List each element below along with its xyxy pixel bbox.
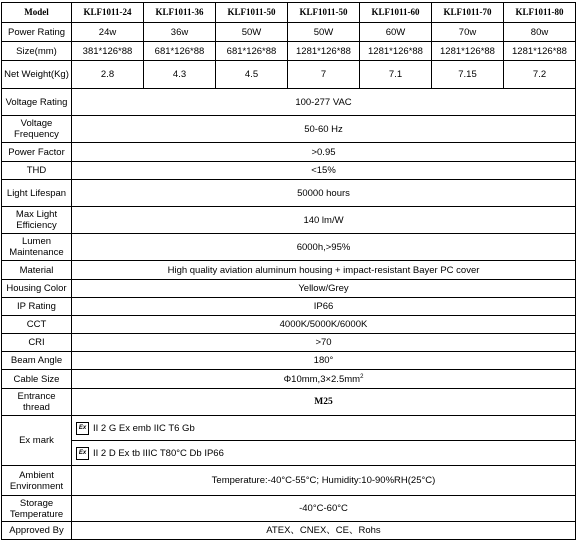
cell-value: 7	[288, 61, 360, 89]
row-label: Material	[2, 261, 72, 280]
model-name: KLF1011-60	[360, 3, 432, 23]
cell-value: 36w	[144, 23, 216, 42]
voltage-rating-row	[2, 89, 576, 116]
cable-size-row	[2, 370, 576, 389]
voltage-frequency-row	[2, 116, 576, 143]
ambient-environment-row	[2, 466, 576, 496]
row-label: CRI	[2, 334, 72, 352]
cell-value: 50W	[216, 23, 288, 42]
row-label: Power Factor	[2, 143, 72, 162]
cell-value: 180°	[72, 352, 576, 370]
model-name: KLF1011-50	[288, 3, 360, 23]
cri-row	[2, 334, 576, 352]
model-name: KLF1011-50	[216, 3, 288, 23]
cell-value	[72, 370, 576, 389]
housing-color-row	[2, 280, 576, 298]
ex-mark-line	[72, 440, 575, 465]
ex-mark-text: II 2 D Ex tb IIIC T80°C Db IP66	[93, 447, 224, 459]
cell-value: 80w	[504, 23, 576, 42]
row-label: Housing Color	[2, 280, 72, 298]
cell-value: 50-60 Hz	[72, 116, 576, 143]
ip-rating-row	[2, 298, 576, 316]
cell-value: 24w	[72, 23, 144, 42]
row-label: Storage Temperature	[2, 496, 72, 522]
row-label: Lumen Maintenance	[2, 234, 72, 261]
cell-value: 50000 hours	[72, 180, 576, 207]
light-lifespan-row	[2, 180, 576, 207]
cell-value: M25	[72, 389, 576, 416]
header-row	[2, 3, 576, 23]
row-label: Voltage Rating	[2, 89, 72, 116]
cell-value: 50W	[288, 23, 360, 42]
cell-value: <15%	[72, 162, 576, 180]
thd-row	[2, 162, 576, 180]
cell-value: 1281*126*88	[360, 42, 432, 61]
cell-value: 70w	[432, 23, 504, 42]
row-label: Net Weight(Kg)	[2, 61, 72, 89]
ex-mark-text: II 2 G Ex emb IIC T6 Gb	[93, 422, 195, 434]
row-label: Ex mark	[2, 416, 72, 466]
storage-temperature-row	[2, 496, 576, 522]
cell-value: Yellow/Grey	[72, 280, 576, 298]
material-row	[2, 261, 576, 280]
cell-value: Temperature:-40°C-55°C; Humidity:10-90%RH(25°C)	[72, 466, 576, 496]
model-name: KLF1011-80	[504, 3, 576, 23]
row-label: Entrance thread	[2, 389, 72, 416]
power-factor-row	[2, 143, 576, 162]
lumen-maintenance-row	[2, 234, 576, 261]
net-weight-row	[2, 61, 576, 89]
row-label: Cable Size	[2, 370, 72, 389]
cell-value: 1281*126*88	[288, 42, 360, 61]
row-label: Approved By	[2, 522, 72, 540]
cell-value: 2.8	[72, 61, 144, 89]
cell-value: >70	[72, 334, 576, 352]
model-name: KLF1011-36	[144, 3, 216, 23]
cell-value: 681*126*88	[216, 42, 288, 61]
cell-value: >0.95	[72, 143, 576, 162]
cell-value: 100-277 VAC	[72, 89, 576, 116]
size-row	[2, 42, 576, 61]
cct-row	[2, 316, 576, 334]
cell-value: 7.2	[504, 61, 576, 89]
superscript: 2	[360, 373, 364, 380]
ex-mark-cell	[72, 416, 576, 466]
cell-value: 140 lm/W	[72, 207, 576, 234]
cell-value: High quality aviation aluminum housing + impact-resistant Bayer PC cover	[72, 261, 576, 280]
entrance-thread-row	[2, 389, 576, 416]
row-label: CCT	[2, 316, 72, 334]
cell-value: 7.1	[360, 61, 432, 89]
ex-icon: Ex	[76, 422, 89, 435]
specification-table	[1, 2, 576, 540]
row-label: IP Rating	[2, 298, 72, 316]
model-name: KLF1011-70	[432, 3, 504, 23]
model-label: Model	[2, 3, 72, 23]
cell-value: 4.3	[144, 61, 216, 89]
row-label: Size(mm)	[2, 42, 72, 61]
row-label: Max Light Efficiency	[2, 207, 72, 234]
model-name: KLF1011-24	[72, 3, 144, 23]
ex-mark-row	[2, 416, 576, 466]
approved-by-row	[2, 522, 576, 540]
row-label: THD	[2, 162, 72, 180]
cell-value: IP66	[72, 298, 576, 316]
cable-size-value: Φ10mm,3×2.5mm	[283, 373, 361, 385]
cell-value: 6000h,>95%	[72, 234, 576, 261]
row-label: Power Rating	[2, 23, 72, 42]
max-light-efficiency-row	[2, 207, 576, 234]
row-label: Voltage Frequency	[2, 116, 72, 143]
row-label: Ambient Environment	[2, 466, 72, 496]
cell-value: -40°C-60°C	[72, 496, 576, 522]
cell-value: 381*126*88	[72, 42, 144, 61]
cell-value: 4.5	[216, 61, 288, 89]
cell-value: 4000K/5000K/6000K	[72, 316, 576, 334]
cell-value: 1281*126*88	[432, 42, 504, 61]
cell-value: 1281*126*88	[504, 42, 576, 61]
cell-value: 681*126*88	[144, 42, 216, 61]
cell-value: 7.15	[432, 61, 504, 89]
cell-value: 60W	[360, 23, 432, 42]
beam-angle-row	[2, 352, 576, 370]
ex-icon: Ex	[76, 447, 89, 460]
power-rating-row	[2, 23, 576, 42]
row-label: Beam Angle	[2, 352, 72, 370]
cell-value: ATEX、CNEX、CE、Rohs	[72, 522, 576, 540]
row-label: Light Lifespan	[2, 180, 72, 207]
ex-mark-line	[76, 416, 575, 440]
